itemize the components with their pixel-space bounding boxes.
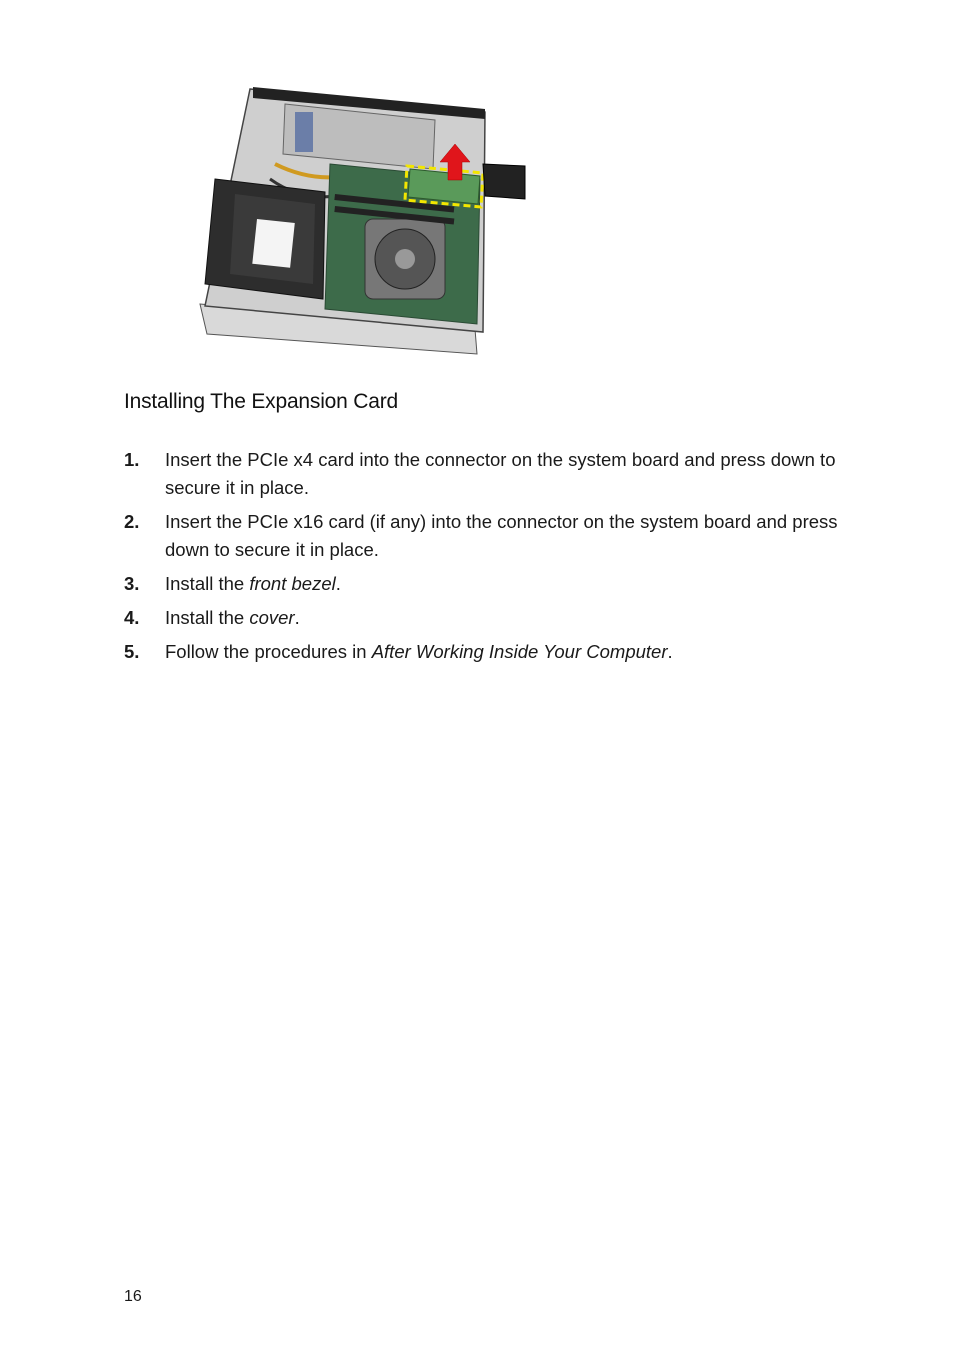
after-working-inside-link[interactable]: After Working Inside Your Computer xyxy=(371,641,668,662)
steps-list xyxy=(124,446,864,672)
front-bezel-link[interactable]: front bezel xyxy=(249,573,336,594)
list-item xyxy=(124,570,864,598)
step-text: Insert the PCIe x16 card (if any) into the connector on the system board and press down to secure it in place. xyxy=(165,511,838,560)
step-text-suffix: . xyxy=(294,607,300,628)
list-item xyxy=(124,508,864,564)
step-number: 3. xyxy=(124,573,140,594)
list-item xyxy=(124,446,864,502)
computer-chassis-illustration xyxy=(185,84,535,359)
step-number: 1. xyxy=(124,449,140,470)
list-item xyxy=(124,638,864,666)
step-text-prefix: Install the xyxy=(165,573,250,594)
step-text-suffix: . xyxy=(335,573,341,594)
step-number: 4. xyxy=(124,607,140,628)
step-number: 5. xyxy=(124,641,140,662)
list-item xyxy=(124,604,864,632)
section-heading: Installing The Expansion Card xyxy=(124,390,398,413)
step-text-prefix: Install the xyxy=(165,607,250,628)
step-number: 2. xyxy=(124,511,140,532)
step-text: Insert the PCIe x4 card into the connector on the system board and press down to secure it in place. xyxy=(165,449,836,498)
cover-link[interactable]: cover xyxy=(249,607,295,628)
step-text-suffix: . xyxy=(667,641,673,662)
step-text-prefix: Follow the procedures in xyxy=(165,641,372,662)
page-number: 16 xyxy=(124,1288,142,1305)
